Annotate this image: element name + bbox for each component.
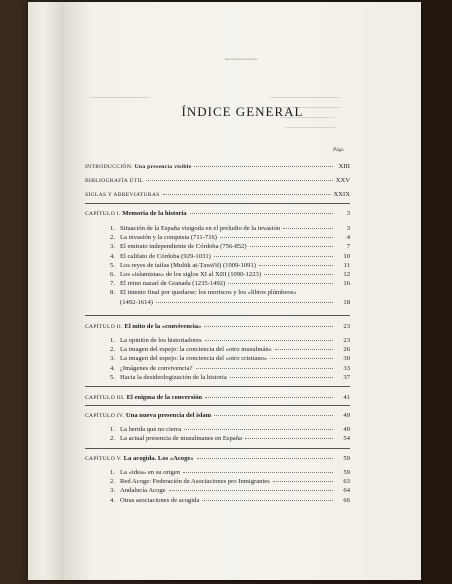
page-number: 64 bbox=[343, 487, 350, 495]
section-entry bbox=[103, 487, 350, 496]
chapter-label: CAPÍTULO I. bbox=[85, 211, 121, 217]
entry-text bbox=[103, 225, 280, 232]
dot-leader bbox=[183, 472, 333, 473]
section-title: El califato de Córdoba (929-1031) bbox=[120, 252, 211, 260]
section-title: Los «islamistas» de los siglos XI al XIII (1090-1223) bbox=[120, 271, 262, 278]
dot-leader bbox=[197, 458, 333, 459]
section-title: Otras asociaciones de acogida bbox=[120, 496, 200, 504]
entry-text bbox=[85, 323, 201, 330]
entry-text bbox=[103, 262, 256, 269]
chapter-label: CAPÍTULO V. bbox=[85, 456, 122, 462]
section-number: 2. bbox=[110, 346, 115, 354]
front-matter-entry bbox=[85, 191, 350, 200]
dot-leader bbox=[228, 283, 333, 284]
dot-leader bbox=[184, 429, 333, 430]
entry-text bbox=[103, 469, 180, 476]
page-number: 10 bbox=[343, 252, 350, 260]
chapter-label: CAPÍTULO IV. bbox=[85, 413, 125, 419]
page-number: 23 bbox=[343, 337, 350, 344]
page-number: 4 bbox=[346, 234, 350, 242]
section-number: 2. bbox=[110, 234, 115, 242]
section-entry bbox=[103, 243, 350, 252]
section-title: El reino nazarí de Granada (1235-1492) bbox=[120, 280, 226, 288]
page-number: 59 bbox=[343, 455, 350, 462]
page-number: 66 bbox=[343, 496, 350, 504]
bleed-through-line bbox=[90, 97, 150, 98]
entry-text bbox=[85, 192, 160, 198]
dot-leader bbox=[273, 481, 333, 482]
section-number: 1. bbox=[110, 469, 115, 476]
page-number: 7 bbox=[346, 243, 350, 251]
dot-leader bbox=[214, 256, 333, 257]
page-number: 59 bbox=[343, 469, 350, 476]
dot-leader bbox=[230, 377, 333, 378]
section-number: 2. bbox=[110, 435, 115, 443]
section-title: La actual presencia de musulmanes en España bbox=[120, 435, 242, 443]
chapter-title: Memoria de la historia bbox=[120, 210, 187, 217]
page-title: ÍNDICE GENERAL bbox=[181, 104, 304, 119]
chapter-title: El mito de la «convivencia» bbox=[122, 323, 202, 330]
entry-text bbox=[103, 337, 202, 344]
section-divider bbox=[85, 203, 350, 204]
section-entry-continued bbox=[120, 299, 350, 308]
section-number: 1. bbox=[110, 426, 115, 433]
section-number: 6. bbox=[110, 271, 115, 278]
page-number: 49 bbox=[343, 412, 350, 419]
page-number: 16 bbox=[343, 280, 350, 288]
page-number: 18 bbox=[343, 298, 350, 306]
dot-leader bbox=[250, 246, 333, 247]
entry-text bbox=[85, 394, 202, 401]
section-number: 2. bbox=[110, 478, 115, 486]
section-entry bbox=[103, 435, 350, 444]
section-title: Red Acoge: Federación de Asociaciones pro Inmigrantes bbox=[120, 478, 270, 486]
dot-leader bbox=[169, 490, 333, 491]
page-number: 11 bbox=[343, 261, 350, 269]
section-title: La imagen del espejo: la conciencia del «otro cristiano» bbox=[120, 355, 268, 363]
section-number: 4. bbox=[110, 364, 115, 372]
page-number: 37 bbox=[343, 373, 350, 381]
bleed-through-header: ▬▬▬▬▬▬ bbox=[225, 57, 258, 62]
dot-leader bbox=[202, 500, 333, 501]
chapter-entry bbox=[85, 323, 350, 332]
section-divider bbox=[85, 315, 350, 316]
dot-leader bbox=[146, 180, 332, 181]
entry-text bbox=[103, 355, 267, 362]
dot-leader bbox=[275, 349, 333, 350]
dot-leader bbox=[196, 368, 334, 369]
entry-text bbox=[103, 346, 272, 353]
dot-leader bbox=[245, 438, 333, 439]
page-number: XXV bbox=[335, 177, 350, 184]
chapter-title: La acogida. Los «Acoge» bbox=[121, 455, 194, 462]
section-title: El intento final por quedarse: los moriscos y los «libros plúmbeos» bbox=[120, 289, 297, 297]
section-entry bbox=[103, 478, 350, 487]
section-divider bbox=[85, 448, 350, 449]
section-entry bbox=[103, 280, 350, 289]
dot-leader bbox=[220, 237, 333, 238]
section-number: 5. bbox=[110, 261, 115, 269]
page-number: 30 bbox=[343, 355, 350, 363]
section-title: La invasión y la conquista (711-716) bbox=[120, 234, 217, 242]
section-number: 4. bbox=[110, 496, 115, 504]
section-number: 7. bbox=[110, 280, 115, 288]
entry-text bbox=[85, 412, 211, 419]
page-number: XIII bbox=[338, 163, 350, 170]
section-number: 4. bbox=[110, 252, 115, 260]
section-title: El emirato independiente de Córdoba (756-852) bbox=[120, 243, 247, 251]
section-entry bbox=[103, 337, 350, 346]
section-entry bbox=[103, 262, 350, 271]
entry-text bbox=[120, 299, 153, 306]
section-number: 1. bbox=[110, 337, 115, 344]
section-entry bbox=[103, 234, 350, 243]
front-matter-label: INTRODUCCIÓN. bbox=[85, 164, 133, 170]
section-entry bbox=[103, 365, 350, 374]
section-entry bbox=[103, 355, 350, 364]
section-title: ¿Imágenes de convivencia? bbox=[120, 364, 193, 372]
dot-leader bbox=[163, 194, 331, 195]
front-matter-title: Una presencia visible bbox=[132, 164, 192, 170]
page-number: XXIX bbox=[333, 191, 350, 198]
section-divider bbox=[85, 405, 350, 406]
section-title: Situación de la España visigoda en el preludio de la invasión bbox=[120, 225, 281, 232]
entry-text bbox=[103, 234, 217, 241]
front-matter-label: SIGLAS Y ABREVIATURAS bbox=[85, 192, 160, 198]
entry-text bbox=[103, 271, 261, 278]
entry-text bbox=[103, 365, 193, 372]
section-entry bbox=[103, 271, 350, 280]
page-number: 3 bbox=[346, 225, 350, 232]
chapter-entry bbox=[85, 394, 350, 403]
chapter-entry bbox=[85, 412, 350, 421]
dot-leader bbox=[264, 274, 333, 275]
section-entry bbox=[103, 374, 350, 383]
entry-text bbox=[85, 455, 194, 462]
page-number: 54 bbox=[343, 435, 350, 443]
section-entry bbox=[103, 497, 350, 506]
dot-leader bbox=[270, 358, 333, 359]
section-number: 3. bbox=[110, 355, 115, 363]
section-entry bbox=[103, 469, 350, 478]
section-divider bbox=[85, 386, 350, 387]
dot-leader bbox=[214, 415, 333, 416]
pages-column-header: Págs. bbox=[333, 147, 345, 153]
section-number: 3. bbox=[110, 487, 115, 495]
section-title: Andalucía Acoge bbox=[120, 487, 166, 495]
front-matter-entry bbox=[85, 177, 350, 186]
entry-text bbox=[103, 487, 166, 494]
dot-leader bbox=[194, 166, 333, 167]
section-title: Hacia la desideologización de la historia bbox=[120, 373, 227, 381]
section-title: La herida que no cierra bbox=[120, 426, 182, 433]
section-title: La opinión de los historiadores bbox=[120, 337, 202, 344]
section-number: 1. bbox=[110, 225, 115, 232]
section-number: 8. bbox=[110, 289, 115, 297]
entry-text bbox=[103, 243, 247, 250]
chapter-entry bbox=[85, 455, 350, 464]
page-number: 49 bbox=[343, 426, 350, 433]
chapter-label: CAPÍTULO II. bbox=[85, 324, 123, 330]
entry-text bbox=[103, 478, 270, 485]
section-entry bbox=[103, 426, 350, 435]
front-matter-entry bbox=[85, 163, 350, 172]
section-title-continued: (1492-1614) bbox=[120, 298, 153, 306]
page-number: 12 bbox=[343, 271, 350, 278]
entry-text bbox=[85, 178, 143, 184]
entry-text bbox=[103, 280, 225, 287]
chapter-title: Una nueva presencia del islam bbox=[124, 412, 212, 419]
front-matter-label: BIBLIOGRAFÍA ÚTIL bbox=[85, 178, 144, 184]
dot-leader bbox=[156, 302, 333, 303]
bleed-through-line bbox=[270, 97, 340, 98]
chapter-title: El enigma de la conversión bbox=[124, 394, 203, 401]
entry-text bbox=[103, 435, 242, 442]
entry-text bbox=[103, 497, 199, 504]
section-number: 3. bbox=[110, 243, 115, 251]
page-number: 63 bbox=[343, 478, 350, 486]
section-title: La «idea» en su origen bbox=[120, 469, 181, 476]
page-number: 26 bbox=[343, 346, 350, 354]
entry-text bbox=[85, 210, 187, 217]
chapter-label: CAPÍTULO III. bbox=[85, 395, 125, 401]
chapter-entry bbox=[85, 210, 350, 219]
page-number: 23 bbox=[343, 323, 350, 330]
section-entry bbox=[103, 253, 350, 262]
section-entry bbox=[103, 289, 350, 298]
entry-text bbox=[103, 374, 227, 381]
entry-text bbox=[85, 164, 191, 170]
section-entry bbox=[103, 225, 350, 234]
dot-leader bbox=[259, 265, 333, 266]
dot-leader bbox=[205, 340, 333, 341]
section-title: La imagen del espejo: la conciencia del «otro musulmán» bbox=[120, 346, 272, 354]
entry-text bbox=[103, 253, 211, 260]
section-number: 5. bbox=[110, 373, 115, 381]
left-page-edge bbox=[28, 2, 64, 580]
page-number: 41 bbox=[343, 394, 350, 401]
section-title: Los reyes de taifas (Mulūk aṭ-Ṭawā'if) (1009-1091) bbox=[120, 261, 256, 269]
section-entry bbox=[103, 346, 350, 355]
entry-text bbox=[103, 426, 181, 433]
dot-leader bbox=[205, 397, 333, 398]
dot-leader bbox=[190, 213, 333, 214]
bleed-through-line bbox=[285, 127, 335, 128]
dot-leader bbox=[283, 228, 333, 229]
dot-leader bbox=[204, 326, 333, 327]
page-number: 3 bbox=[346, 210, 350, 217]
page-number: 33 bbox=[343, 364, 350, 372]
entry-text bbox=[103, 289, 297, 296]
